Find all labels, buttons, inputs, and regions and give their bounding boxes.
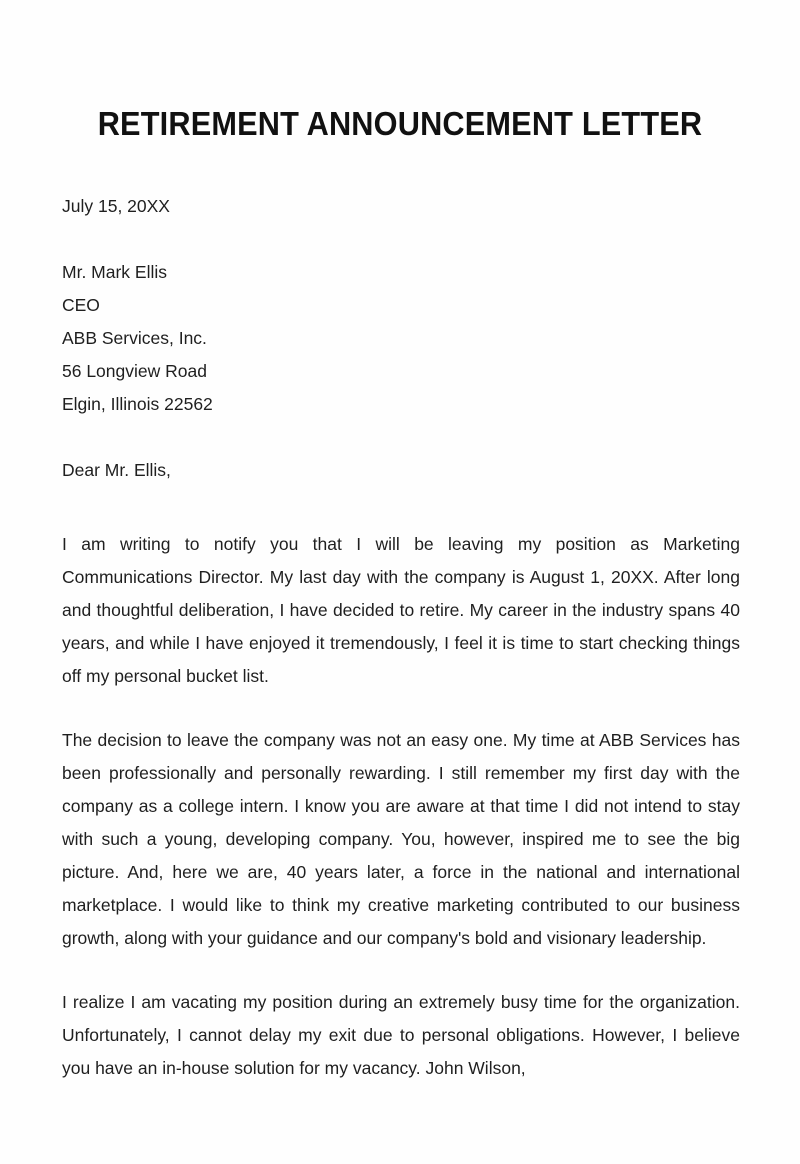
body-paragraph-3: I realize I am vacating my position during an extremely busy time for the organization. Unfortunately, I cannot delay my exit due to personal obligations. However, I believe you have an in-house solution for my vacancy. John Wilson, [62,992,740,1078]
recipient-company: ABB Services, Inc. [62,328,207,348]
letter-date: July 15, 20XX [62,196,170,216]
recipient-job-title: CEO [62,295,100,315]
recipient-street: 56 Longview Road [62,361,207,381]
page-title: RETIREMENT ANNOUNCEMENT LETTER [97,105,703,143]
spacer-after-date [62,223,740,256]
recipient-address-block [62,256,740,421]
body-paragraph-2: The decision to leave the company was not an easy one. My time at ABB Services has been professionally and personally rewarding. I still remember my first day with the company as a college intern. I know you are aware at that time I did not intend to stay with such a young, developing company. You, however, inspired me to see the big picture. And, here we are, 40 years later, a force in the national and international marketplace. I would like to think my creative marketing contributed to our business growth, along with your guidance and our company's bold and visionary leadership. [62,730,740,948]
recipient-city-state-zip: Elgin, Illinois 22562 [62,394,213,414]
spacer-after-address [62,421,740,454]
salutation: Dear Mr. Ellis, [62,460,171,480]
recipient-name: Mr. Mark Ellis [62,262,167,282]
body-paragraph-1: I am writing to notify you that I will be leaving my position as Marketing Communications Director. My last day with the company is August 1, 20XX. After long and thoughtful deliberation, I have decided to retire. My career in the industry spans 40 years, and while I have enjoyed it tremendously, I feel it is time to start checking things off my personal bucket list. [62,534,740,686]
letter-body [62,190,740,1085]
spacer-after-salutation [62,487,740,528]
